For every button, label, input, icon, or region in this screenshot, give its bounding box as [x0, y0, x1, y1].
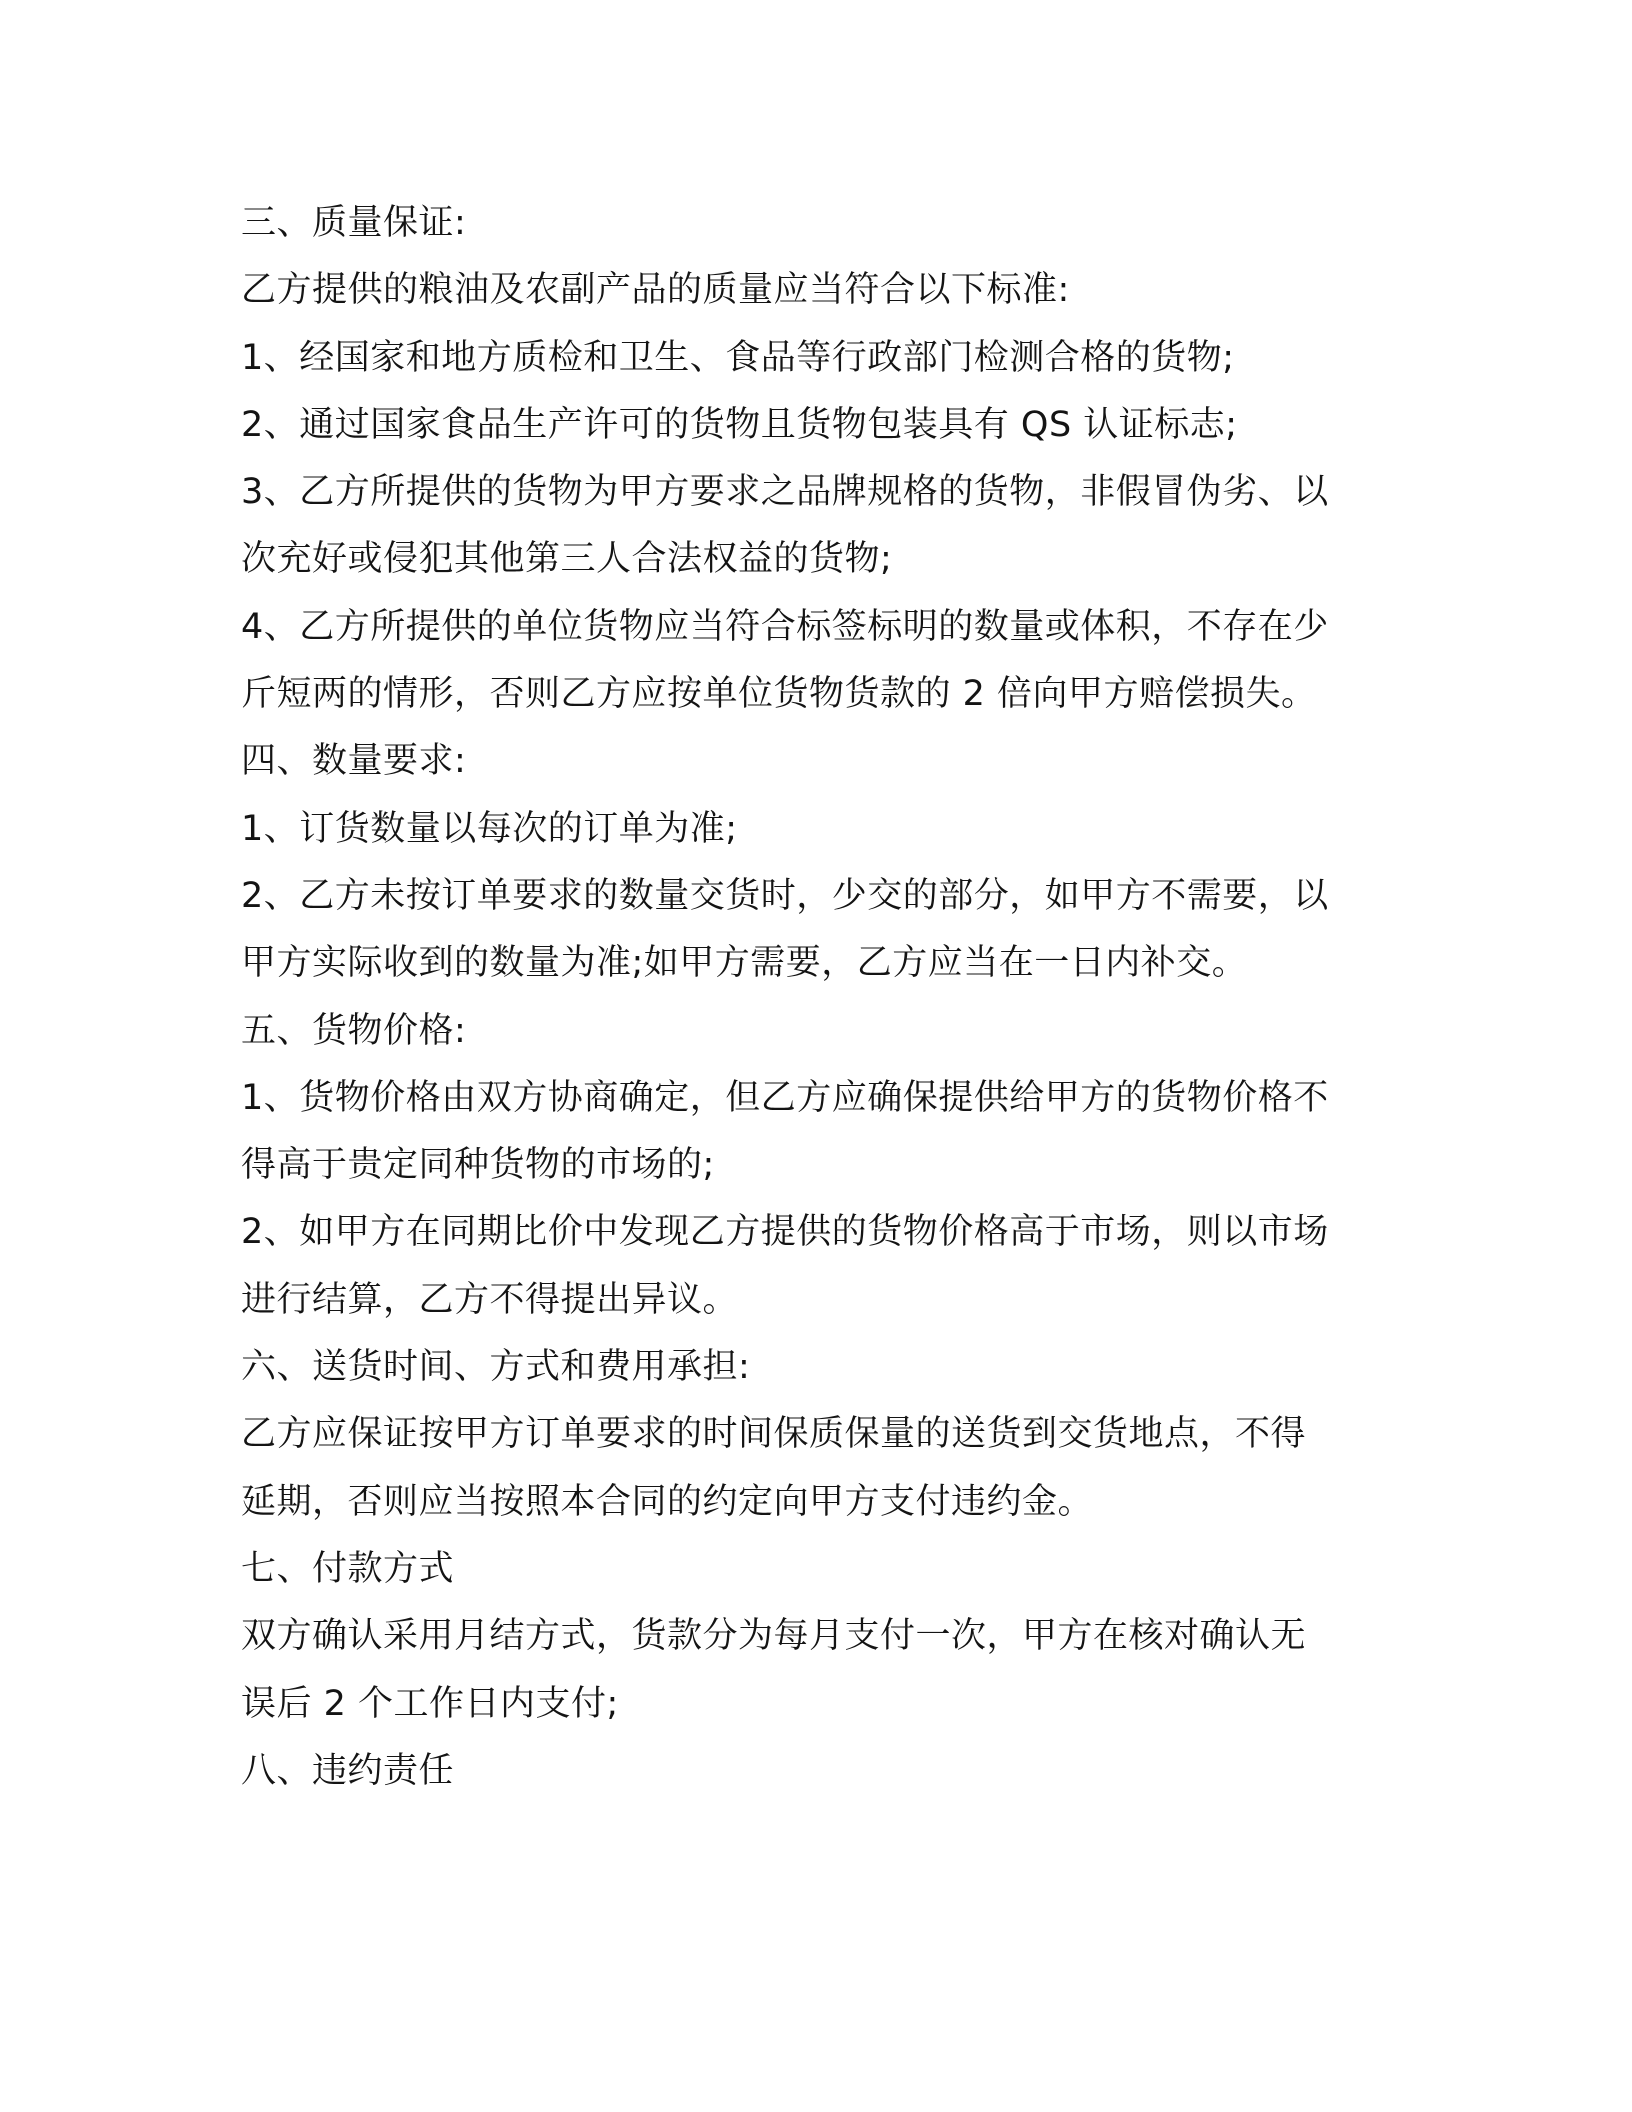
- paragraph-line: 乙方应保证按甲方订单要求的时间保质保量的送货到交货地点，不得: [241, 1414, 1307, 1455]
- list-item: 1、订货数量以每次的订单为准;: [241, 808, 738, 849]
- paragraph-line: 双方确认采用月结方式，货款分为每月支付一次，甲方在核对确认无: [241, 1616, 1307, 1657]
- section-heading-payment: 七、付款方式: [241, 1548, 455, 1589]
- paragraph-line: 乙方提供的粮油及农副产品的质量应当符合以下标准:: [241, 270, 1070, 311]
- paragraph-line: 延期，否则应当按照本合同的约定向甲方支付违约金。: [241, 1481, 1094, 1522]
- section-heading-quality: 三、质量保证:: [241, 203, 467, 243]
- list-item: 2、乙方未按订单要求的数量交货时，少交的部分，如甲方不需要，以: [241, 875, 1329, 916]
- section-heading-liability: 八、违约责任: [241, 1750, 455, 1791]
- section-heading-delivery: 六、送货时间、方式和费用承担:: [241, 1347, 751, 1388]
- list-item-continuation: 进行结算，乙方不得提出异议。: [241, 1279, 739, 1320]
- list-item: 2、如甲方在同期比价中发现乙方提供的货物价格高于市场，则以市场: [241, 1212, 1329, 1253]
- list-item: 2、通过国家食品生产许可的货物且货物包装具有 QS 认证标志;: [241, 404, 1238, 445]
- list-item: 4、乙方所提供的单位货物应当符合标签标明的数量或体积，不存在少: [241, 606, 1329, 647]
- list-item: 3、乙方所提供的货物为甲方要求之品牌规格的货物，非假冒伪劣、以: [241, 472, 1329, 513]
- document-body: [241, 190, 1401, 1805]
- section-heading-price: 五、货物价格:: [241, 1010, 467, 1051]
- list-item: 1、货物价格由双方协商确定，但乙方应确保提供给甲方的货物价格不: [241, 1077, 1329, 1118]
- list-item: 1、经国家和地方质检和卫生、食品等行政部门检测合格的货物;: [241, 337, 1235, 378]
- list-item-continuation: 斤短两的情形，否则乙方应按单位货物货款的 2 倍向甲方赔偿损失。: [241, 674, 1317, 715]
- list-item-continuation: 次充好或侵犯其他第三人合法权益的货物;: [241, 539, 893, 580]
- section-heading-quantity: 四、数量要求:: [241, 741, 467, 782]
- paragraph-line: 误后 2 个工作日内支付;: [241, 1683, 619, 1724]
- list-item-continuation: 得高于贵定同种货物的市场的;: [241, 1145, 715, 1186]
- list-item-continuation: 甲方实际收到的数量为准;如甲方需要，乙方应当在一日内补交。: [241, 943, 1248, 984]
